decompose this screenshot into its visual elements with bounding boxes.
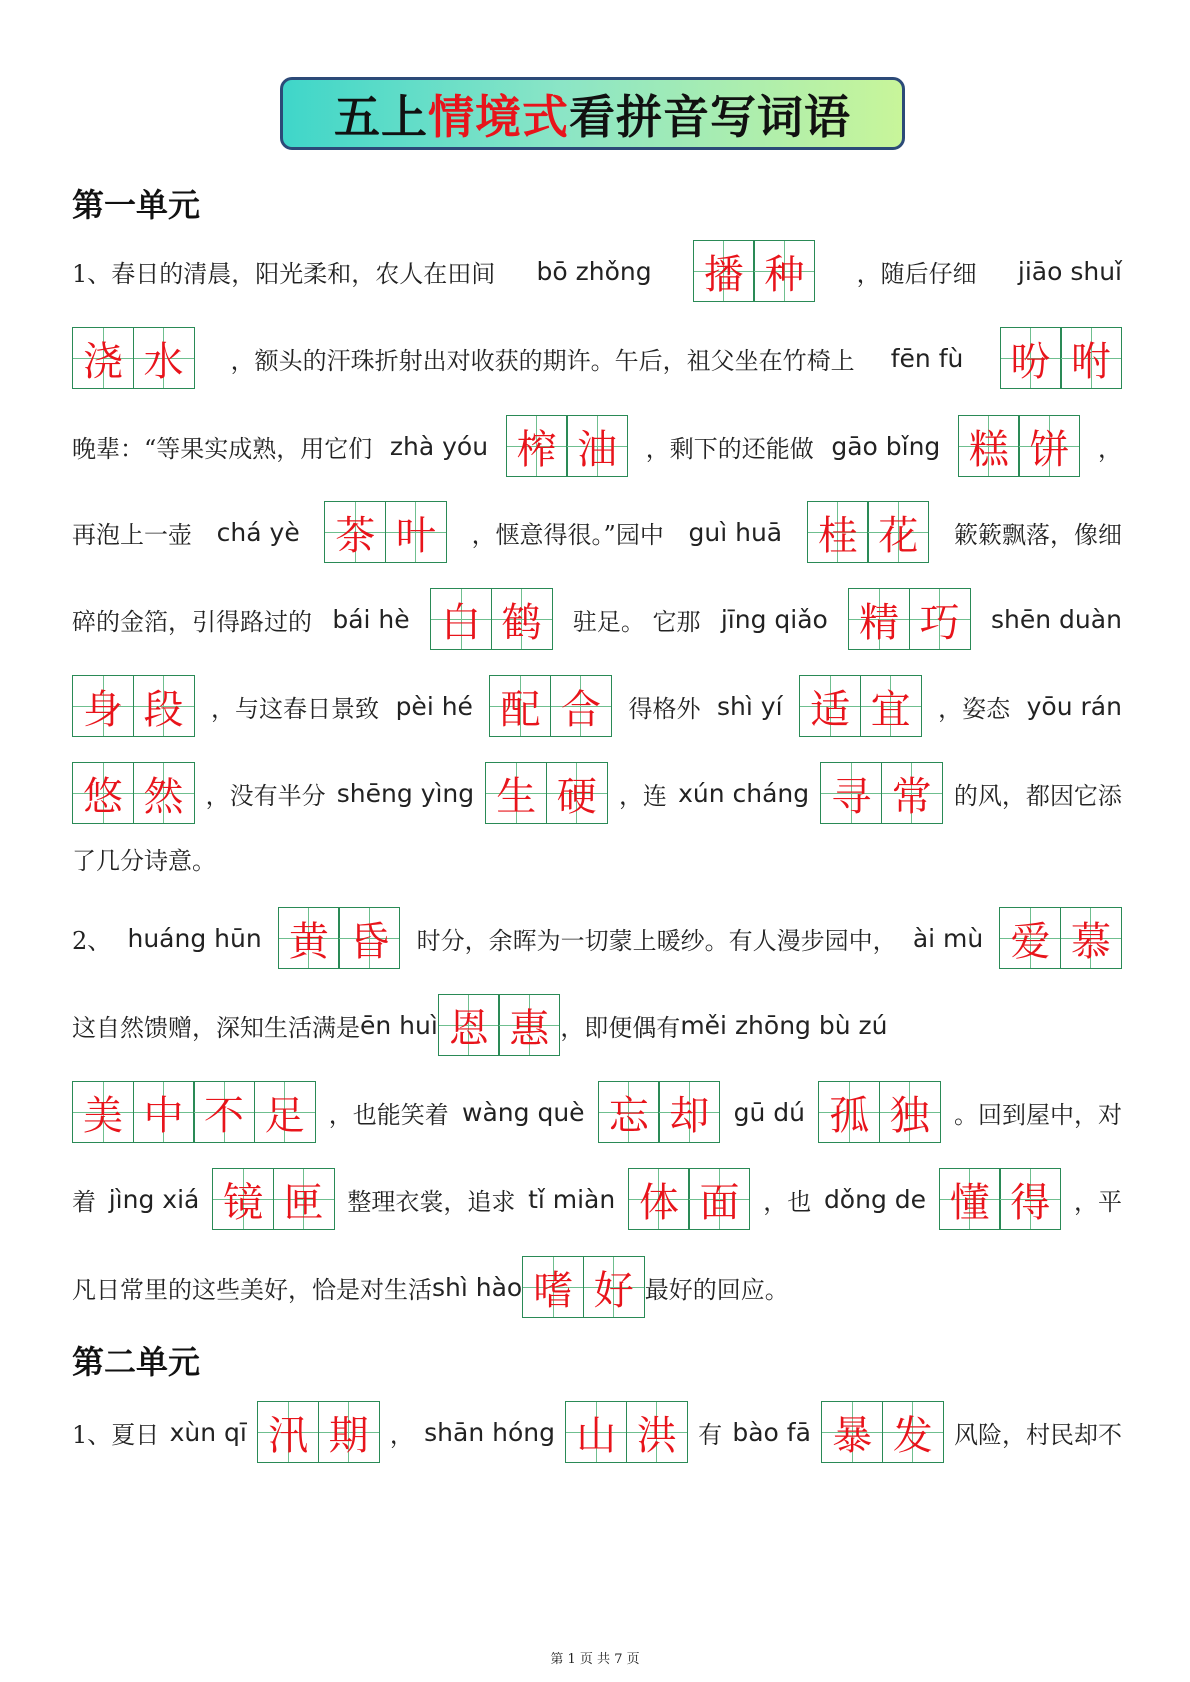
answer-char: 配 [500, 686, 541, 733]
pinyin-prompt: měi zhōng bù zú [680, 1010, 888, 1040]
answer-char: 体 [638, 1179, 679, 1226]
sentence-text: 得格外 [628, 694, 701, 723]
answer-char: 昏 [349, 918, 390, 965]
answer-boxes [72, 675, 195, 737]
exercise-line [72, 326, 1122, 390]
tianzige-box [1060, 327, 1122, 389]
page-title [280, 77, 905, 150]
answer-boxes [489, 675, 612, 737]
answer-boxes [212, 1168, 335, 1230]
sentence-text: 驻足。 它那 [572, 607, 701, 636]
tianzige-box [498, 994, 560, 1056]
exercise-line [72, 826, 1122, 890]
answer-boxes [1000, 327, 1123, 389]
answer-char: 硬 [556, 773, 597, 820]
answer-char: 种 [764, 251, 805, 298]
sentence-text: 碎的金箔，引得路过的 [72, 607, 312, 636]
tianzige-box [565, 1401, 627, 1463]
pinyin-prompt: bái hè [332, 604, 410, 634]
sentence-text: 簌簌飘落，像细 [953, 520, 1122, 549]
answer-boxes [485, 762, 608, 824]
tianzige-box [821, 1401, 883, 1463]
answer-boxes [598, 1081, 721, 1143]
answer-char: 面 [699, 1179, 740, 1226]
answer-boxes [818, 1081, 941, 1143]
page-footer: 第 1 页 共 7 页 [550, 1652, 640, 1667]
tianzige-box [583, 1256, 645, 1318]
sentence-text: 时分，余晖为一切蒙上暖纱。有人漫步园中， [416, 926, 897, 955]
answer-char: 懂 [949, 1179, 990, 1226]
tianzige-box [658, 1081, 720, 1143]
tianzige-box [820, 762, 882, 824]
pinyin-prompt: pèi hé [395, 691, 473, 721]
exercise-line [72, 587, 1122, 651]
answer-char: 白 [441, 599, 481, 646]
pinyin-prompt: gū dú [733, 1097, 805, 1127]
answer-boxes [628, 1168, 751, 1230]
sentence-text: 这自然馈赠，深知生活满是 [72, 1013, 360, 1042]
title-highlight: 情境式 [428, 89, 569, 144]
pinyin-prompt: shì yí [717, 691, 783, 721]
tianzige-box [212, 1168, 274, 1230]
tianzige-box [550, 675, 612, 737]
sentence-text: ，连 [618, 781, 667, 810]
pinyin-prompt: bō zhǒng [536, 256, 652, 286]
tianzige-box [430, 588, 492, 650]
sentence-text: ，随后仔细 [856, 259, 977, 288]
exercise-line [72, 993, 1122, 1057]
exercise-line [72, 1400, 1122, 1464]
pinyin-prompt: jīng qiǎo [720, 604, 828, 634]
sentence-text: ，惬意得很。”园中 [471, 520, 664, 549]
tianzige-box [688, 1168, 750, 1230]
answer-boxes [939, 1168, 1062, 1230]
title-suffix: 看拼音写词语 [569, 89, 851, 144]
answer-boxes [565, 1401, 688, 1463]
tianzige-box [72, 762, 134, 824]
answer-boxes [438, 994, 561, 1056]
exercise-line [72, 906, 1122, 970]
answer-char: 常 [891, 773, 932, 820]
answer-char: 悠 [83, 773, 123, 820]
answer-char: 糕 [968, 426, 1009, 473]
pinyin-prompt: huáng hūn [127, 923, 262, 953]
answer-char: 咐 [1071, 338, 1111, 385]
tianzige-box [848, 588, 910, 650]
unit-heading-2: 第二单元 [72, 1343, 201, 1381]
tianzige-box [489, 675, 551, 737]
sentence-text: ，额头的汗珠折射出对收获的期许。午后，祖父坐在竹椅上 [230, 346, 855, 375]
tianzige-box [133, 675, 195, 737]
sentence-text: 晚辈：“等果实成熟，用它们 [72, 434, 373, 463]
tianzige-box [1000, 327, 1062, 389]
pinyin-prompt: guì huā [688, 517, 783, 547]
pinyin-prompt: tǐ miàn [528, 1184, 616, 1214]
sentence-text: 再泡上一壶 [72, 520, 192, 549]
answer-char: 寻 [831, 773, 872, 820]
tianzige-box [546, 762, 608, 824]
tianzige-box [999, 1168, 1061, 1230]
pinyin-prompt: jìng xiá [108, 1184, 200, 1214]
answer-char: 嗜 [533, 1267, 574, 1314]
unit-heading-1: 第一单元 [72, 186, 201, 224]
sentence-text: 1、夏日 [72, 1420, 160, 1449]
tianzige-box [598, 1081, 660, 1143]
tianzige-box [1060, 907, 1122, 969]
exercise-line [72, 500, 1122, 564]
answer-char: 惠 [509, 1005, 550, 1052]
pinyin-prompt: xùn qī [169, 1417, 247, 1447]
pinyin-prompt: gāo bǐng [831, 431, 941, 461]
answer-char: 孤 [829, 1092, 870, 1139]
answer-char: 汛 [268, 1412, 309, 1459]
pinyin-prompt: shēng yìng [336, 778, 475, 808]
title-prefix: 五上 [334, 89, 428, 144]
answer-char: 好 [593, 1267, 634, 1314]
pinyin-prompt: fēn fù [890, 343, 964, 373]
tianzige-box [626, 1401, 688, 1463]
answer-char: 慕 [1070, 918, 1111, 965]
answer-char: 不 [204, 1092, 244, 1139]
pinyin-prompt: wàng què [462, 1097, 585, 1127]
tianzige-box [485, 762, 547, 824]
tianzige-box [193, 1081, 255, 1143]
answer-char: 暴 [832, 1412, 873, 1459]
tianzige-box [807, 501, 869, 563]
tianzige-box [254, 1081, 316, 1143]
answer-char: 段 [143, 686, 184, 733]
answer-char: 洪 [636, 1412, 677, 1459]
sentence-text: 有 [698, 1420, 723, 1449]
answer-char: 恩 [448, 1005, 489, 1052]
tianzige-box [818, 1081, 880, 1143]
answer-boxes [821, 1401, 944, 1463]
sentence-text: 凡日常里的这些美好，恰是对生活 [72, 1275, 432, 1304]
answer-boxes [506, 415, 629, 477]
pinyin-prompt: ài mù [912, 923, 984, 953]
answer-char: 发 [892, 1412, 933, 1459]
answer-boxes [324, 501, 447, 563]
tianzige-box [693, 240, 755, 302]
answer-char: 爱 [1010, 918, 1051, 965]
answer-char: 得 [1010, 1179, 1051, 1226]
tianzige-box [799, 675, 861, 737]
pinyin-prompt: shān hóng [424, 1417, 555, 1447]
tianzige-box [753, 240, 815, 302]
tianzige-box [566, 415, 628, 477]
tianzige-box [867, 501, 929, 563]
answer-char: 镜 [223, 1179, 264, 1226]
answer-boxes [522, 1256, 645, 1318]
answer-char: 油 [577, 426, 618, 473]
tianzige-box [324, 501, 386, 563]
answer-boxes [72, 327, 195, 389]
tianzige-box [318, 1401, 380, 1463]
tianzige-box [506, 415, 568, 477]
sentence-text: 整理衣裳，追求 [347, 1187, 516, 1216]
sentence-text: ，也能笑着 [328, 1100, 449, 1129]
answer-char: 巧 [919, 599, 960, 646]
sentence-text: ，也 [763, 1187, 812, 1216]
sentence-text: 风险，村民却不 [953, 1420, 1122, 1449]
exercise-line [72, 761, 1122, 825]
tianzige-box [860, 675, 922, 737]
answer-char: 鹤 [501, 599, 542, 646]
answer-char: 精 [859, 599, 900, 646]
answer-char: 花 [878, 512, 919, 559]
answer-boxes [72, 762, 195, 824]
sentence-text: ，姿态 [938, 694, 1011, 723]
answer-char: 榨 [516, 426, 557, 473]
answer-char: 独 [889, 1092, 930, 1139]
tianzige-box [278, 907, 340, 969]
answer-char: 桂 [817, 512, 858, 559]
answer-boxes [820, 762, 943, 824]
answer-boxes [958, 415, 1081, 477]
pinyin-prompt: jiāo shuǐ [1017, 256, 1122, 286]
exercise-line [72, 674, 1122, 738]
pinyin-prompt: shì hào [432, 1272, 523, 1302]
sentence-text: 着 [72, 1187, 96, 1216]
answer-boxes [278, 907, 401, 969]
pinyin-prompt: yōu rán [1026, 691, 1122, 721]
sentence-text: ， [389, 1420, 414, 1449]
tianzige-box [522, 1256, 584, 1318]
answer-boxes [999, 907, 1122, 969]
answer-char: 然 [143, 773, 184, 820]
tianzige-box [385, 501, 447, 563]
answer-char: 浇 [83, 338, 123, 385]
tianzige-box [273, 1168, 335, 1230]
answer-char: 匣 [283, 1179, 324, 1226]
tianzige-box [133, 1081, 195, 1143]
answer-char: 身 [83, 686, 123, 733]
tianzige-box [338, 907, 400, 969]
tianzige-box [909, 588, 971, 650]
answer-char: 饼 [1029, 426, 1070, 473]
sentence-text: 了几分诗意。 [72, 846, 216, 875]
exercise-line [72, 1167, 1122, 1231]
answer-char: 水 [143, 338, 184, 385]
answer-boxes [799, 675, 922, 737]
pinyin-prompt: xún cháng [678, 778, 810, 808]
pinyin-prompt: bào fā [732, 1417, 811, 1447]
pinyin-prompt: ēn huì [360, 1010, 438, 1040]
answer-char: 叶 [395, 512, 436, 559]
tianzige-box [628, 1168, 690, 1230]
sentence-text: ，剩下的还能做 [645, 434, 814, 463]
tianzige-box [999, 907, 1061, 969]
sentence-text: 的风，都因它添 [953, 781, 1122, 810]
answer-boxes [693, 240, 816, 302]
answer-char: 忘 [608, 1092, 649, 1139]
answer-char: 合 [560, 686, 601, 733]
sentence-text: ，即便偶有 [560, 1013, 681, 1042]
tianzige-box [133, 327, 195, 389]
pinyin-prompt: zhà yóu [389, 431, 489, 461]
sentence-text: ，没有半分 [205, 781, 326, 810]
sentence-text: 最好的回应。 [644, 1275, 789, 1304]
tianzige-box [72, 675, 134, 737]
answer-boxes [72, 1081, 316, 1143]
pinyin-prompt: shēn duàn [991, 604, 1122, 634]
tianzige-box [881, 762, 943, 824]
sentence-text: ，与这春日景致 [211, 694, 380, 723]
answer-char: 适 [810, 686, 851, 733]
answer-char: 播 [703, 251, 744, 298]
tianzige-box [491, 588, 553, 650]
answer-boxes [848, 588, 971, 650]
exercise-line [72, 239, 1122, 303]
sentence-text: 1、春日的清晨，阳光柔和，农人在田间 [72, 259, 496, 288]
answer-char: 山 [576, 1412, 617, 1459]
exercise-line [72, 1255, 1122, 1319]
sentence-text: ，平 [1073, 1187, 1122, 1216]
answer-char: 吩 [1010, 338, 1051, 385]
tianzige-box [879, 1081, 941, 1143]
tianzige-box [72, 1081, 134, 1143]
tianzige-box [958, 415, 1020, 477]
tianzige-box [1018, 415, 1080, 477]
answer-boxes [257, 1401, 380, 1463]
answer-char: 中 [143, 1092, 184, 1139]
tianzige-box [882, 1401, 944, 1463]
sentence-text: 。回到屋中，对 [954, 1100, 1122, 1129]
tianzige-box [438, 994, 500, 1056]
answer-char: 宜 [870, 686, 911, 733]
answer-char: 美 [83, 1092, 123, 1139]
pinyin-prompt: dǒng de [823, 1184, 927, 1214]
answer-char: 黄 [288, 918, 329, 965]
answer-char: 茶 [335, 512, 376, 559]
tianzige-box [939, 1168, 1001, 1230]
exercise-line [72, 414, 1122, 478]
answer-boxes [430, 588, 553, 650]
answer-boxes [807, 501, 930, 563]
pinyin-prompt: chá yè [216, 517, 300, 547]
answer-char: 期 [328, 1412, 369, 1459]
answer-char: 却 [669, 1092, 710, 1139]
answer-char: 生 [496, 773, 537, 820]
sentence-text: ， [1097, 434, 1122, 463]
sentence-text: 2、 [72, 926, 112, 955]
answer-char: 足 [264, 1092, 305, 1139]
tianzige-box [133, 762, 195, 824]
tianzige-box [257, 1401, 319, 1463]
tianzige-box [72, 327, 134, 389]
exercise-line [72, 1080, 1122, 1144]
